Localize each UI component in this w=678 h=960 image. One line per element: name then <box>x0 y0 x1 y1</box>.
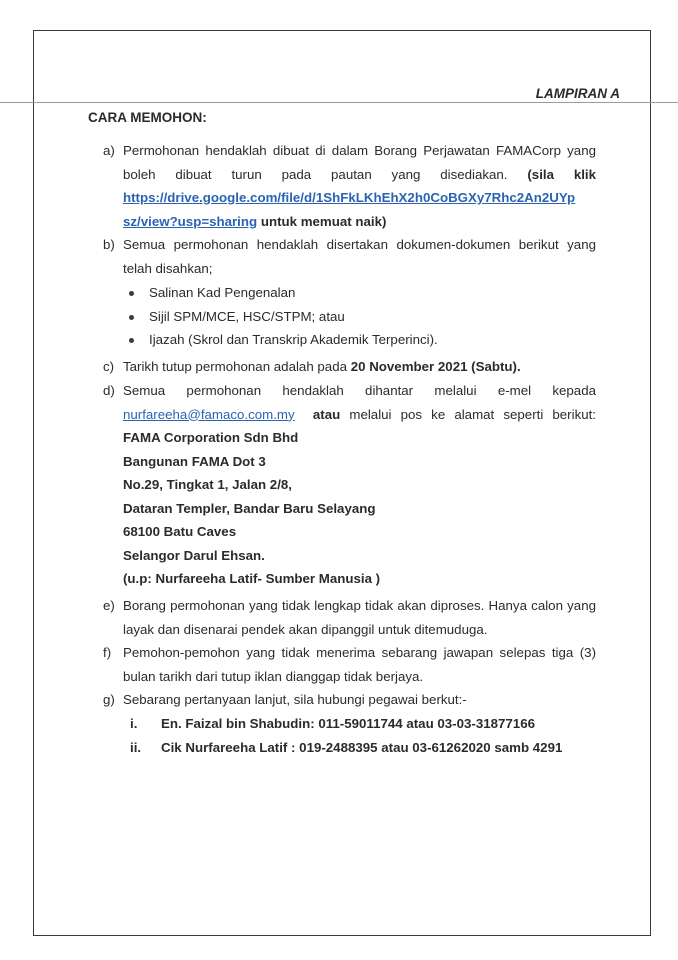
item-e: e) Borang permohonan yang tidak lengkap tidak akan diproses. Hanya calon yang layak dan disenarai pendek akan dipanggil untuk ditemuduga. <box>103 594 596 641</box>
item-b-line2: telah disahkan; <box>123 260 213 276</box>
address-line: (u.p: Nurfareeha Latif- Sumber Manusia ) <box>123 571 381 586</box>
address-line: FAMA Corporation Sdn Bhd <box>123 430 299 445</box>
list-item: Salinan Kad Pengenalan <box>123 281 596 305</box>
contact-person: ii. Cik Nurfareeha Latif : 019-2488395 atau 03-61262020 samb 4291 <box>130 740 563 755</box>
section-title: CARA MEMOHON: <box>88 110 207 125</box>
email-link[interactable]: nurfareeha@famaco.com.my <box>123 406 295 422</box>
address-line: 68100 Batu Caves <box>123 524 237 539</box>
postal-address <box>123 426 596 591</box>
list-item: Sijil SPM/MCE, HSC/STPM; atau <box>123 305 596 329</box>
address-line: Bangunan FAMA Dot 3 <box>123 453 266 469</box>
item-a-line1: Permohonan hendaklah dibuat di dalam Borang Perjawatan FAMACorp yang <box>123 143 596 158</box>
item-a-link-line <box>123 186 596 210</box>
bullet-icon <box>129 315 134 320</box>
bullet-icon <box>129 338 134 343</box>
item-c: c) Tarikh tutup permohonan adalah pada 20 November 2021 (Sabtu). <box>103 355 596 379</box>
item-b <box>103 233 596 352</box>
item-label: f) <box>103 645 112 660</box>
header-divider <box>0 102 678 103</box>
list-item: Ijazah (Skrol dan Transkrip Akademik Terperinci). <box>123 328 596 352</box>
contact-person: i. En. Faizal bin Shabudin: 011-59011744 atau 03-03-31877166 <box>130 716 535 731</box>
item-d-line1: Semua permohonan hendaklah dihantar melalui e-mel kepada <box>123 383 596 398</box>
bullet-icon <box>129 291 134 296</box>
item-label: c) <box>103 359 115 374</box>
download-form-link-cont[interactable]: sz/view?usp=sharing <box>123 213 258 229</box>
address-line: No.29, Tingkat 1, Jalan 2/8, <box>123 477 292 492</box>
download-form-link[interactable]: https://drive.google.com/file/d/1ShFkLKhEhX2h0CoBGXy7Rhc2An2UYp <box>123 190 576 205</box>
address-line: Selangor Darul Ehsan. <box>123 547 265 563</box>
item-f: f) Pemohon-pemohon yang tidak menerima sebarang jawapan selepas tiga (3) bulan tarikh dari tutup iklan dianggap tidak berjaya. <box>103 641 596 688</box>
annex-label: LAMPIRAN A <box>535 86 620 101</box>
item-label: g) <box>103 692 115 707</box>
item-a: a) Permohonan hendaklah dibuat di dalam Borang Perjawatan FAMACorp yang boleh dibuat turun pada pautan yang disediakan. (sila klik https://drive.google.com/file/d/1ShFkLKhEhX2h0CoBGXy7Rhc2An2UYp sz/view?usp=sharing untuk memuat naik) <box>103 139 596 233</box>
item-d-line2: nurfareeha@famaco.com.my atau melalui pos ke alamat seperti berikut: <box>123 406 596 422</box>
item-label: b) <box>103 237 115 252</box>
address-line: Dataran Templer, Bandar Baru Selayang <box>123 500 376 516</box>
item-b-line1: Semua permohonan hendaklah disertakan dokumen-dokumen berikut yang <box>123 237 596 252</box>
item-d <box>103 379 596 591</box>
item-label: a) <box>103 143 115 158</box>
required-documents-list <box>103 281 596 352</box>
item-a-line2: boleh dibuat turun pada pautan yang disediakan. (sila klik <box>123 166 597 182</box>
item-label: d) <box>103 383 115 398</box>
item-label: e) <box>103 598 115 613</box>
item-g: g) Sebarang pertanyaan lanjut, sila hubungi pegawai berkut:- <box>103 688 596 712</box>
closing-date: 20 November 2021 (Sabtu). <box>350 359 521 374</box>
